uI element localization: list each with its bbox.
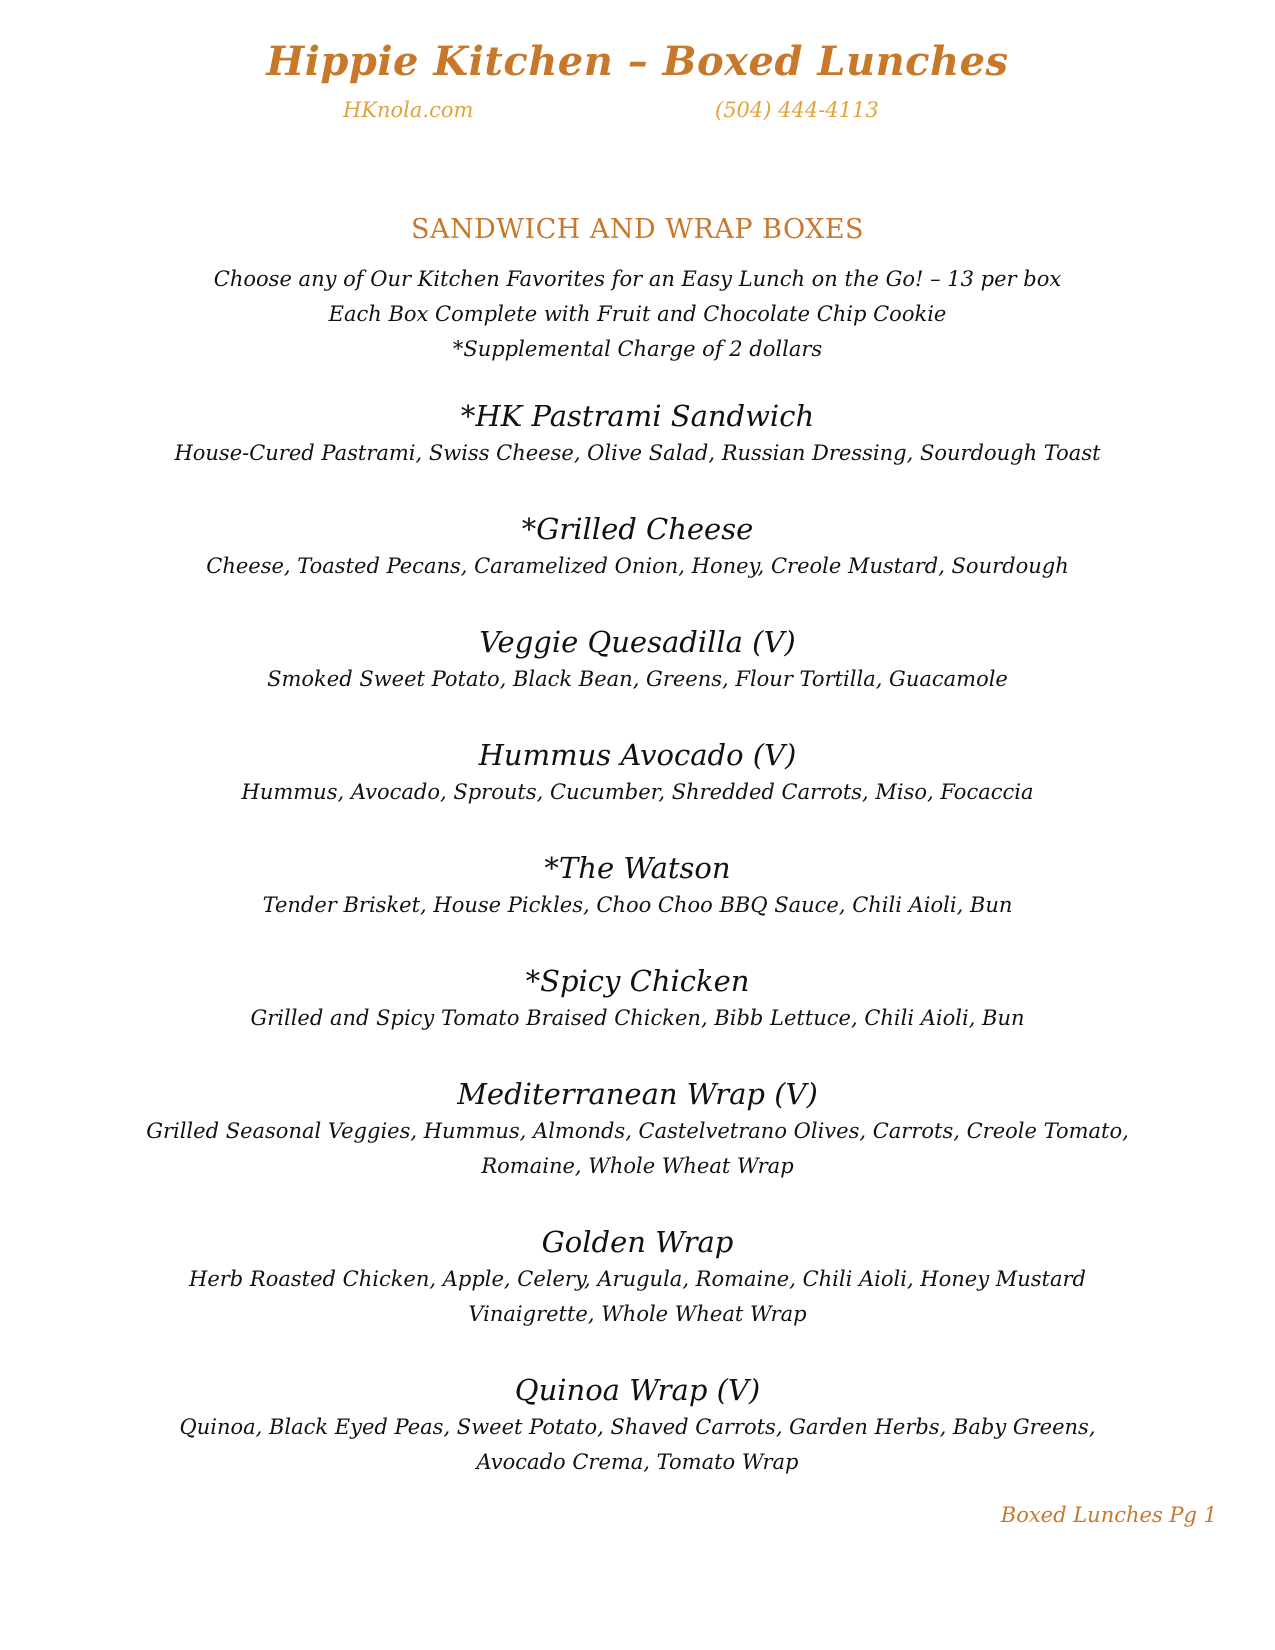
section-intro [0,262,1275,367]
item-description: Avocado Crema, Tomato Wrap [476,1450,799,1474]
item-description: Grilled Seasonal Veggies, Hummus, Almonds, Castelvetrano Olives, Carrots, Creole Tomato, [146,1119,1129,1143]
menu-item-watson [40,848,1235,923]
item-name: Veggie Quesadilla (V) [479,625,796,659]
item-description: Cheese, Toasted Pecans, Caramelized Onion, Honey, Creole Mustard, Sourdough [206,554,1069,578]
item-name: Mediterranean Wrap (V) [457,1077,818,1111]
menu-header [0,36,1275,88]
item-description: Smoked Sweet Potato, Black Bean, Greens, Flour Tortilla, Guacamole [267,667,1008,691]
item-name: *HK Pastrami Sandwich [460,399,815,433]
item-name: Golden Wrap [541,1225,734,1259]
item-description: Vinaigrette, Whole Wheat Wrap [468,1302,807,1326]
website-link[interactable]: HKnola.com [343,98,474,122]
menu-items [40,396,1235,1480]
item-description: Hummus, Avocado, Sprouts, Cucumber, Shredded Carrots, Miso, Focaccia [241,780,1034,804]
item-description: Herb Roasted Chicken, Apple, Celery, Arugula, Romaine, Chili Aioli, Honey Mustard [189,1267,1086,1291]
page-footer: Boxed Lunches Pg 1 [1000,1503,1217,1527]
menu-item-hummus-avocado [40,735,1235,810]
section-heading: SANDWICH AND WRAP BOXES [410,214,865,245]
item-description: House-Cured Pastrami, Swiss Cheese, Olive Salad, Russian Dressing, Sourdough Toast [174,441,1101,465]
item-description: Romaine, Whole Wheat Wrap [481,1154,794,1178]
menu-item-quinoa-wrap [40,1370,1235,1480]
intro-line: *Supplemental Charge of 2 dollars [452,337,823,361]
item-name: Quinoa Wrap (V) [514,1373,761,1407]
menu-title: Hippie Kitchen – Boxed Lunches [266,38,1009,85]
item-name: *Spicy Chicken [525,964,750,998]
menu-item-veggie-quesadilla [40,622,1235,697]
item-description: Tender Brisket, House Pickles, Choo Choo BBQ Sauce, Chili Aioli, Bun [262,893,1013,917]
menu-item-spicy-chicken [40,961,1235,1036]
item-name: Hummus Avocado (V) [478,738,797,772]
menu-item-grilled-cheese [40,509,1235,584]
phone-number: (504) 444-4113 [715,98,879,122]
item-name: *The Watson [544,851,731,885]
item-description: Quinoa, Black Eyed Peas, Sweet Potato, Shaved Carrots, Garden Herbs, Baby Greens, [179,1415,1096,1439]
item-description: Grilled and Spicy Tomato Braised Chicken, Bibb Lettuce, Chili Aioli, Bun [250,1006,1025,1030]
item-name: *Grilled Cheese [521,512,754,546]
intro-line: Choose any of Our Kitchen Favorites for an Easy Lunch on the Go! – 13 per box [213,267,1062,291]
menu-item-pastrami [40,396,1235,471]
menu-item-golden-wrap [40,1222,1235,1332]
contact-row [0,98,1275,128]
menu-item-mediterranean-wrap [40,1074,1235,1184]
intro-line: Each Box Complete with Fruit and Chocolate Chip Cookie [328,302,947,326]
